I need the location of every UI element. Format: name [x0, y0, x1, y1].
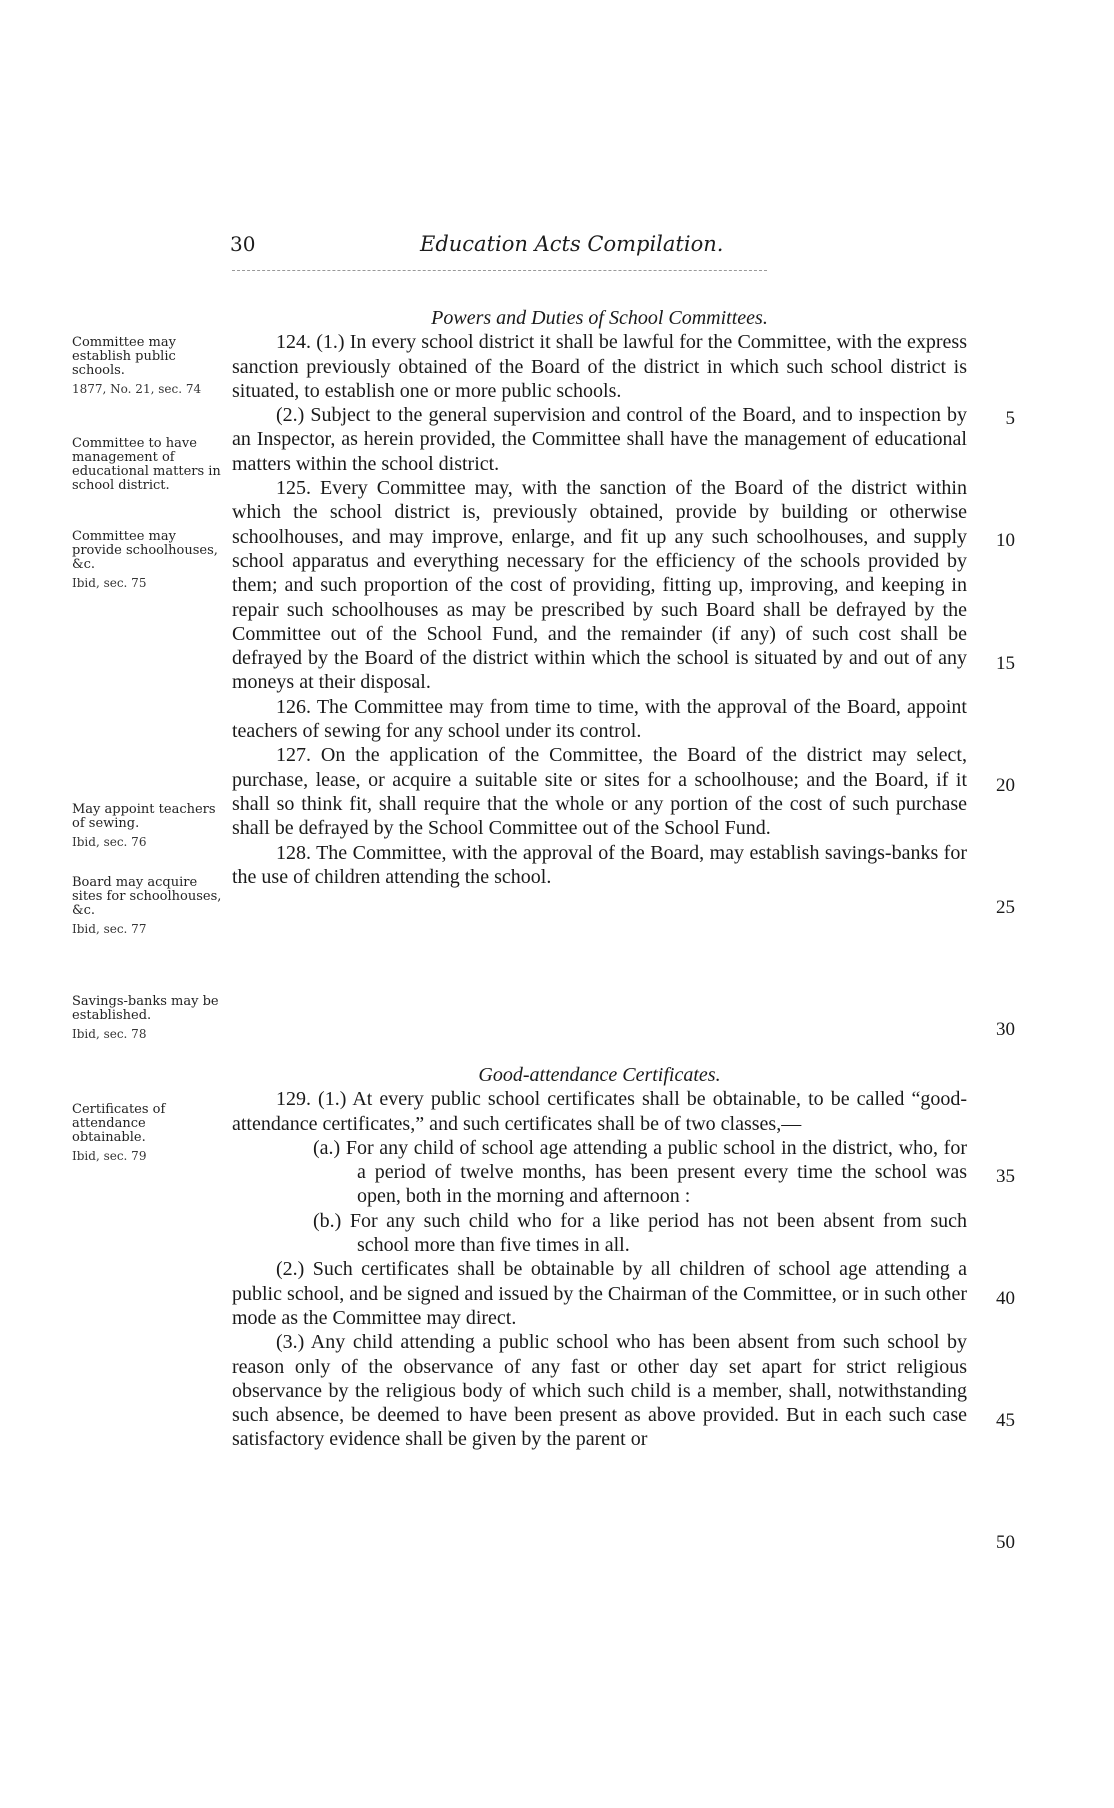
body-text-part-2 [232, 1063, 967, 1452]
section-129-b: (b.) For any such child who for a like period has not been absent from such school more than five times in all. [313, 1209, 967, 1257]
margin-note-s124 [72, 336, 222, 396]
margin-note-ref: Ibid, sec. 79 [72, 1149, 147, 1163]
line-number: 30 [996, 1019, 1015, 1040]
margin-note-text: Committee may provide schoolhouses, &c. [72, 529, 218, 572]
margin-note-s128 [72, 995, 222, 1041]
header-rule [232, 270, 767, 271]
running-title: Education Acts Compilation. [420, 232, 724, 256]
margin-note-s124-2 [72, 437, 222, 493]
margin-note-ref: Ibid, sec. 75 [72, 576, 147, 590]
line-number: 50 [996, 1532, 1015, 1553]
margin-note-text: Savings-banks may be established. [72, 994, 219, 1023]
margin-note-text: Certificates of attendance obtainable. [72, 1102, 166, 1145]
margin-note-s129 [72, 1103, 222, 1163]
margin-note-ref: Ibid, sec. 76 [72, 835, 147, 849]
section-heading-attendance: Good-attendance Certificates. [478, 1064, 721, 1086]
line-number: 10 [996, 530, 1015, 551]
page-header [0, 232, 1114, 266]
section-129-3: (3.) Any child attending a public school who has been absent from such school by reason only of the observance of any fast or other day set apart for strict religious observance by the religious body of which such child is a member, shall, notwithstanding such absence, be deemed to have been present as above provided. But in each such case satisfactory evidence shall be given by the parent or [232, 1331, 967, 1451]
section-124-2: (2.) Subject to the general supervision and control of the Board, and to inspection by an Inspector, as herein provided, the Committee shall have the management of educational matters within the school district. [232, 404, 967, 475]
margin-note-s127 [72, 876, 222, 936]
margin-note-s125 [72, 530, 222, 590]
margin-note-ref: Ibid, sec. 78 [72, 1027, 147, 1041]
section-129-a: (a.) For any child of school age attending a public school in the district, who, for a period of twelve months, has been present every time the school was open, both in the morning and afternoon : [313, 1136, 967, 1208]
section-heading-powers: Powers and Duties of School Committees. [431, 307, 768, 329]
section-127: 127. On the application of the Committee, the Board of the district may select, purchase, lease, or acquire a suitable site or sites for a schoolhouse; and the Board, if it shall so think fit, shall require that the whole or any portion of the cost of such purchase shall be defrayed by the School Committee out of the School Fund. [232, 744, 967, 840]
line-number: 15 [996, 653, 1015, 674]
line-number: 35 [996, 1166, 1015, 1187]
margin-note-text: Committee to have management of educational matters in school district. [72, 436, 221, 493]
margin-note-ref: 1877, No. 21, sec. 74 [72, 382, 202, 396]
line-number: 25 [996, 897, 1015, 918]
section-126: 126. The Committee may from time to time, with the approval of the Board, appoint teachers of sewing for any school under its control. [232, 695, 967, 743]
margin-note-s126 [72, 803, 222, 849]
section-129-2: (2.) Such certificates shall be obtainable by all children of school age attending a public school, and be signed and issued by the Chairman of the Committee, or in such other mode as the Committee may direct. [232, 1258, 967, 1329]
body-text-part-1 [232, 306, 967, 889]
margin-note-ref: Ibid, sec. 77 [72, 922, 147, 936]
line-number: 5 [1005, 408, 1015, 429]
margin-note-text: May appoint teachers of sewing. [72, 802, 216, 831]
margin-note-text: Committee may establish public schools. [72, 335, 176, 378]
section-125: 125. Every Committee may, with the sanction of the Board of the district within which the school district is, previously obtained, provide by building or otherwise schoolhouses, and may improve, enlarge, and fit up any such schoolhouses, and supply school apparatus and everything necessary for the efficiency of the schools provided by them; and such proportion of the cost of providing, fitting up, improving, and keeping in repair such schoolhouses as may be prescribed by such Board shall be defrayed by the Committee out of the School Fund, and the remainder (if any) of such cost shall be defrayed by the Board of the district within which the school is situated by and out of any moneys at their disposal. [232, 477, 967, 694]
line-number: 45 [996, 1410, 1015, 1431]
section-129-1: 129. (1.) At every public school certificates shall be obtainable, to be called “good-attendance certificates,” and such certificates shall be of two classes,— [232, 1088, 967, 1135]
margin-note-text: Board may acquire sites for schoolhouses, &c. [72, 875, 222, 918]
line-number: 40 [996, 1288, 1015, 1309]
page-number: 30 [230, 232, 256, 256]
section-124-1: 124. (1.) In every school district it shall be lawful for the Committee, with the express sanction previously obtained of the Board of the district in which such school district is situated, to establish one or more public schools. [232, 331, 967, 402]
section-128: 128. The Committee, with the approval of the Board, may establish savings-banks for the use of children attending the school. [232, 841, 967, 888]
line-number: 20 [996, 775, 1015, 796]
